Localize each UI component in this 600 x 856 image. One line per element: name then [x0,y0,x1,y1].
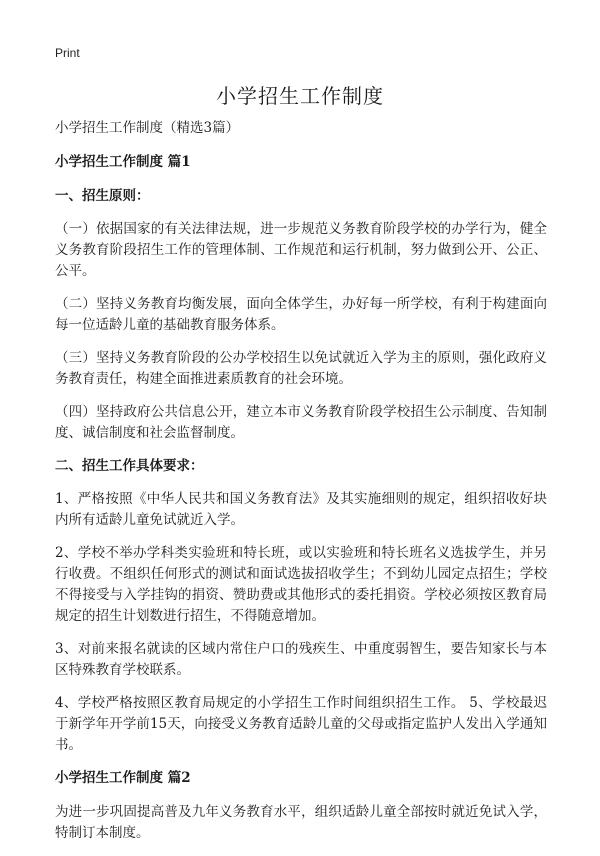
page-title: 小学招生工作制度 [216,84,384,108]
section-heading-requirements: 二、招生工作具体要求： [55,458,204,474]
document-subtitle: 小学招生工作制度（精选3篇） [55,120,240,136]
article-heading-2: 小学招生工作制度 篇2 [55,770,191,786]
paragraph: （四）坚持政府公共信息公开，建立本市义务教育阶段学校招生公示制度、告知制度、诚信制度和社会监督制度。 [55,404,547,441]
paragraph: 1、严格按照《中华人民共和国义务教育法》及其实施细则的规定，组织招收好块内所有适龄儿童免试就近入学。 [55,491,547,528]
paragraph: （二）坚持义务教育均衡发展，面向全体学生，办好每一所学校，有利于构建面向每一位适龄儿童的基础教育服务体系。 [55,296,547,333]
paragraph: （三）坚持义务教育阶段的公办学校招生以免试就近入学为主的原则，强化政府义务教育责任，构建全面推进素质教育的社会环境。 [55,350,547,387]
section-heading-principles: 一、招生原则： [55,188,150,204]
paragraph: （一）依据国家的有关法律法规，进一步规范义务教育阶段学校的办学行为，健全义务教育阶段招生工作的管理体制、工作规范和运行机制，努力做到公开、公正、公平。 [55,221,547,279]
print-label: Print [55,46,80,60]
paragraph: 4、学校严格按照区教育局规定的小学招生工作时间组织招生工作。 5、学校最迟于新学年开学前15天，向接受义务教育适龄儿童的父母或指定监护人发出入学通知书。 [55,695,547,753]
document-body [55,118,547,856]
paragraph: 3、对前来报名就读的区域内常住户口的残疾生、中重度弱智生，要告知家长与本区特殊教育学校联系。 [55,641,547,678]
paragraph: 2、学校不举办学科类实验班和特长班，或以实验班和特长班名义选拔学生，并另行收费。不组织任何形式的测试和面试选拔招收学生；不到幼儿园定点招生；学校不得接受与入学挂钩的捐资、赞助费或其他形式的委托捐资。学校必须按区教育局规定的招生计划数进行招生，不得随意增加。 [55,545,547,624]
paragraph: 为进一步巩固提高普及九年义务教育水平，组织适龄儿童全部按时就近免试入学，特制订本制度。 [55,804,547,841]
article-heading-1: 小学招生工作制度 篇1 [55,154,191,170]
